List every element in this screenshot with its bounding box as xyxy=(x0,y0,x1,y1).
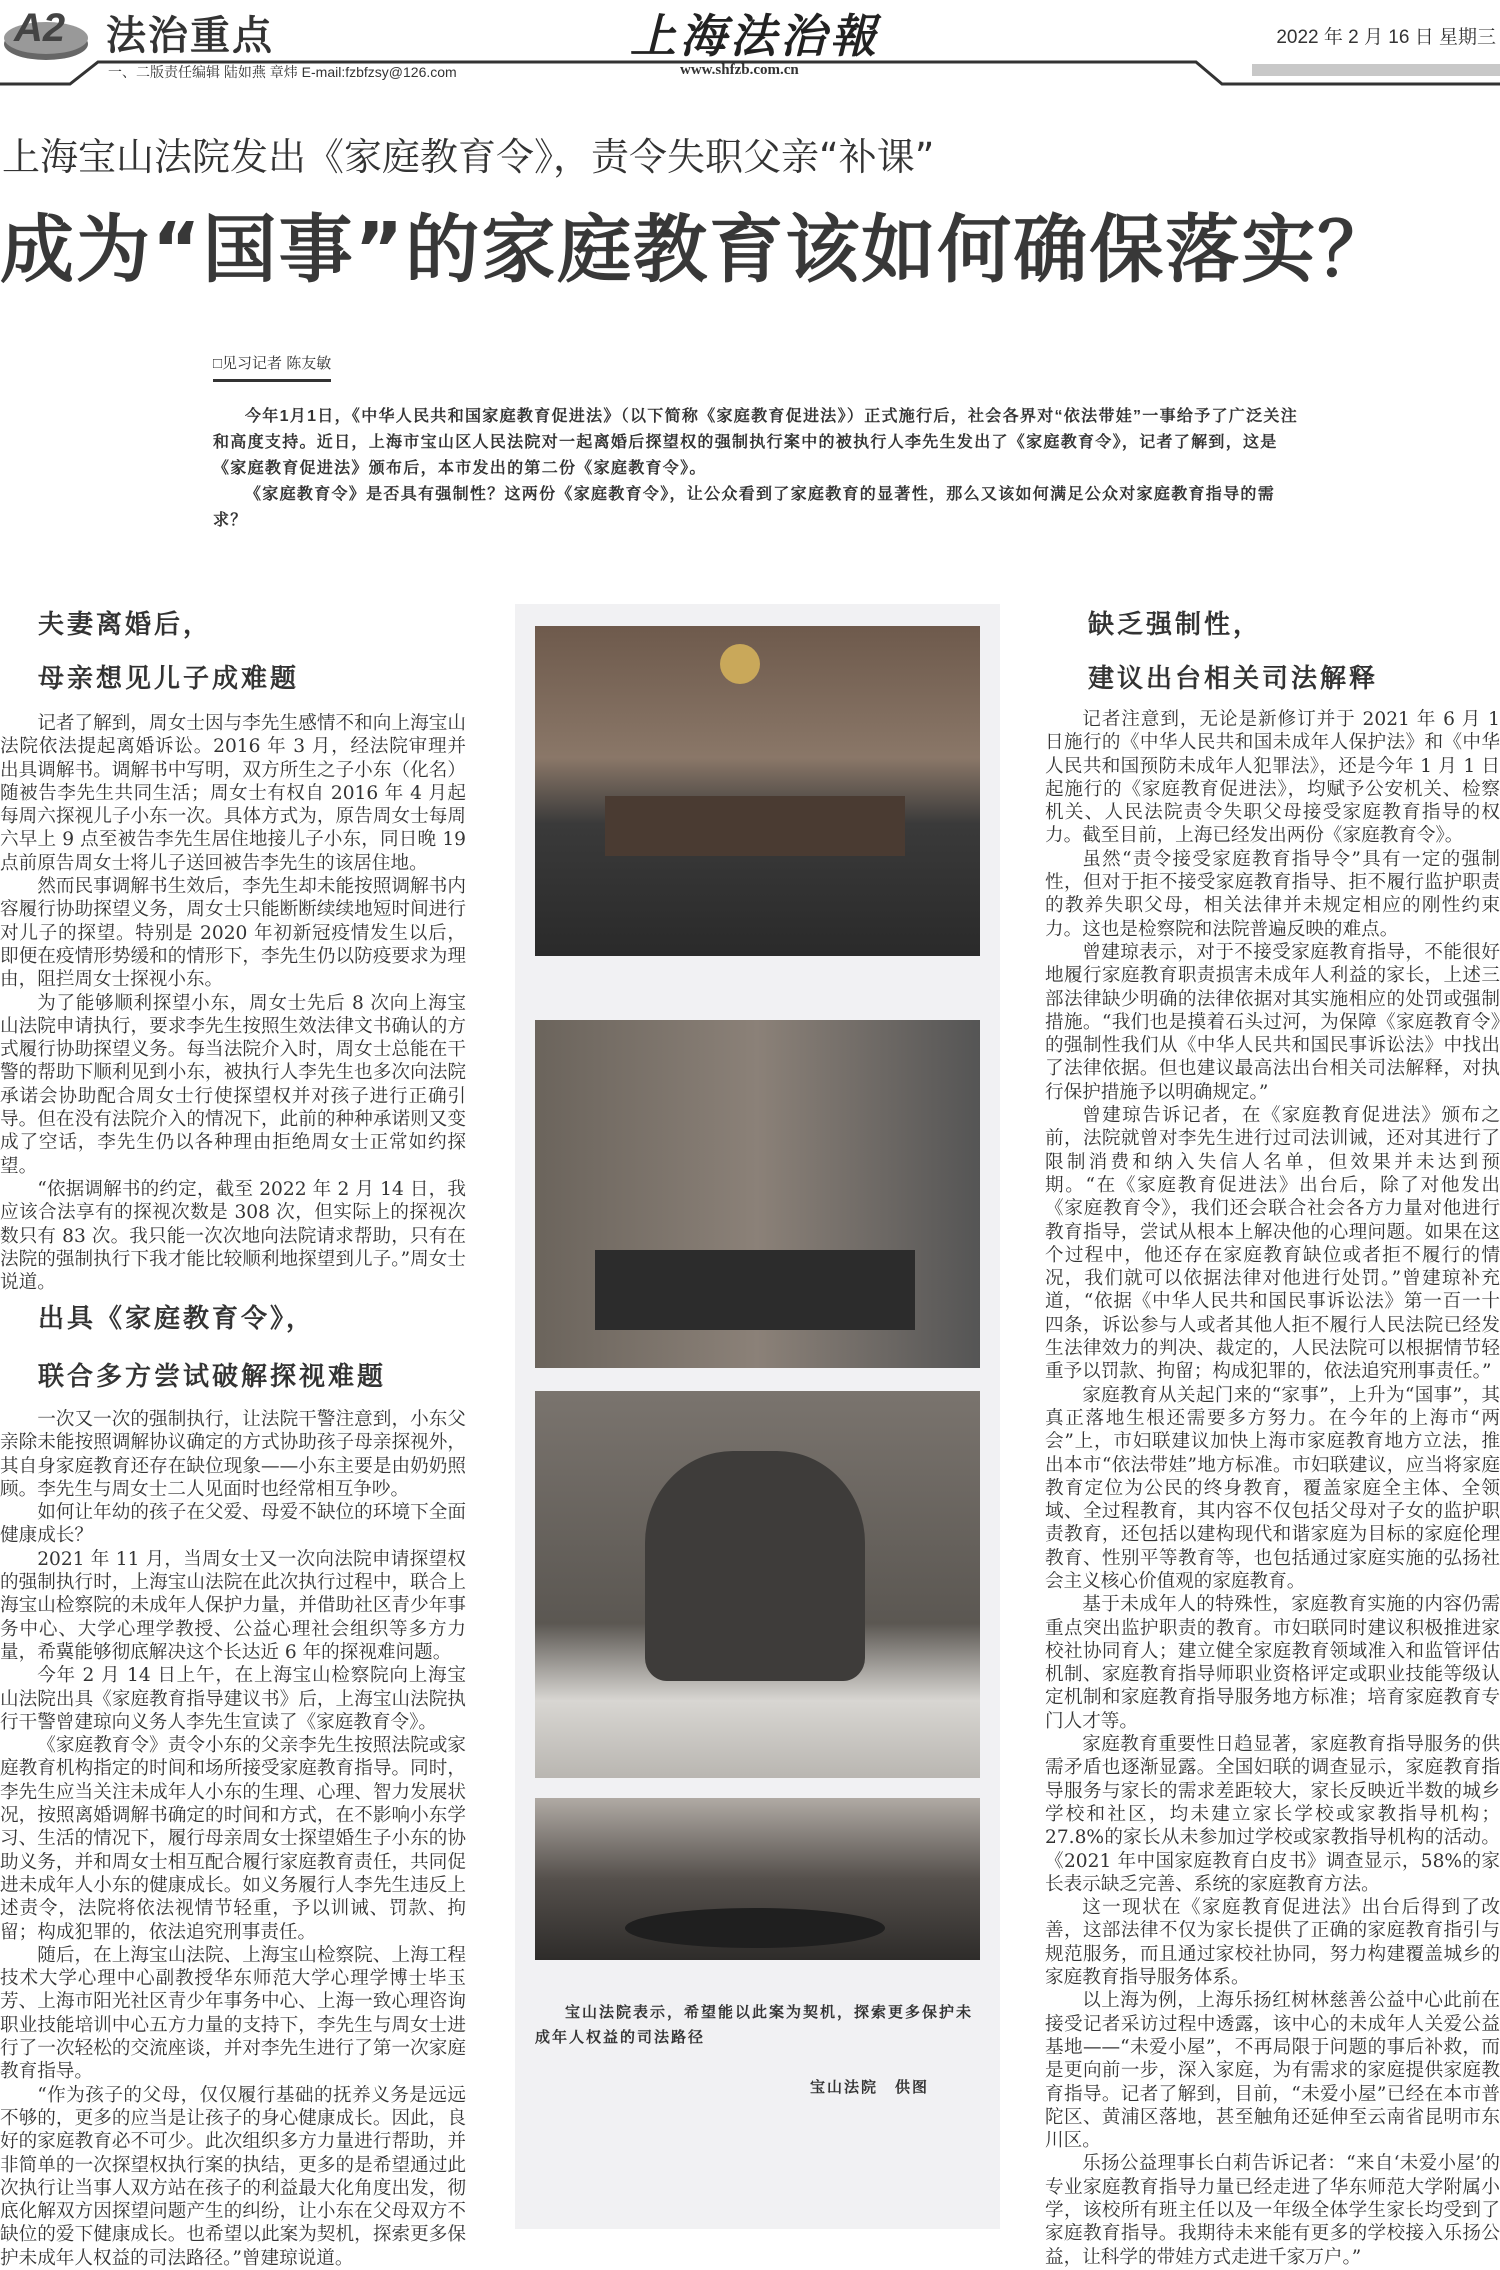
section-1-body xyxy=(0,712,466,1294)
section-name: 法治重点 xyxy=(106,13,274,59)
section-heading-line: 缺乏强制性， xyxy=(1088,610,1263,640)
body-paragraph: 2021 年 11 月，当周女士又一次向法院申请探望权的强制执行时，上海宝山法院在此次执行过程中，联合上海宝山检察院的未成年人保护力量，并借助社区青少年事务中心、大学心理学教授、公益心理社会组织等多方力量，希冀能够彻底解决这个长达近 6 年的探视难问题。 xyxy=(0,1548,466,1663)
photo-credit: 宝山法院 供图 xyxy=(810,2079,930,2096)
signing-photo xyxy=(535,1391,980,1778)
body-paragraph: 以上海为例，上海乐扬红树林慈善公益中心此前在接受记者采访过程中透露，该中心的未成年人关爱公益基地——“未爱小屋”，不再局限于问题的事后补救，而是更向前一步，深入家庭，为有需求的家庭提供家庭教育指导。记者了解到，目前，“未爱小屋”已经在本市普陀区、黄浦区落地，甚至触角还延伸至云南省昆明市东川区。 xyxy=(1045,1990,1500,2152)
page-badge: A2 xyxy=(14,6,66,50)
reading-order-photo xyxy=(535,1020,980,1368)
body-paragraph: 为了能够顺利探望小东，周女士先后 8 次向上海宝山法院申请执行，要求李先生按照生效法律文书确认的方式履行协助探望义务。每当法院介入时，周女士总能在干警的帮助下顺利见到小东，被执行人李先生也多次向法院承诺会协助配合周女士行使探望权并对孩子进行正确引导。但在没有法院介入的情况下，此前的种种承诺则又变成了空话，李先生仍以各种理由拒绝周女士正常如约探望。 xyxy=(0,992,466,1177)
body-paragraph: 这一现状在《家庭教育促进法》出台后得到了改善，这部法律不仅为家长提供了正确的家庭教育指引与规范服务，而且通过家校社协同，努力构建覆盖城乡的家庭教育指导服务体系。 xyxy=(1045,1897,1500,1989)
body-paragraph: 今年 2 月 14 日上午，在上海宝山检察院向上海宝山法院出具《家庭教育指导建议书》后，上海宝山法院执行干警曾建琼向义务人李先生宣读了《家庭教育令》。 xyxy=(0,1665,466,1733)
court-emblem-icon xyxy=(720,644,760,684)
body-paragraph: 然而民事调解书生效后，李先生却未能按照调解书内容履行协助探望义务，周女士只能断断续续地短时间进行对儿子的探望。特别是 2020 年初新冠疫情发生以后，即便在疫情形势缓和的情形下，李先生仍以防疫要求为理由，阻拦周女士探视小东。 xyxy=(0,876,466,991)
website-url: www.shfzb.com.cn xyxy=(680,62,799,78)
body-paragraph: 曾建琼告诉记者，在《家庭教育促进法》颁布之前，法院就曾对李先生进行过司法训诫，还对其进行了限制消费和纳入失信人名单，但效果并未达到预期。“在《家庭教育促进法》出台后，除了对他发出《家庭教育令》，我们还会联合社会各方力量对他进行教育指导，尝试从根本上解决他的心理问题。如果在这个过程中，他还存在家庭教育缺位或者拒不履行的情况，我们就可以依据法律对他进行处罚。”曾建琼补充道，“依据《中华人民共和国民事诉讼法》第一百一十四条，诉讼参与人或者其他人拒不履行人民法院已经发生法律效力的判决、裁定的，人民法院可以根据情节轻重予以罚款、拘留；构成犯罪的，依法追究刑事责任。” xyxy=(1045,1105,1500,1383)
body-paragraph: 乐扬公益理事长白莉告诉记者：“来自‘未爱小屋’的专业家庭教育指导力量已经走进了华东师范大学附属小学，该校所有班主任以及一年级全体学生家长均受到了家庭教育指导。我期待未来能有更多的学校接入乐扬公益，让科学的带娃方式走进千家万户。” xyxy=(1045,2153,1500,2268)
body-paragraph: 随后，在上海宝山法院、上海宝山检察院、上海工程技术大学心理中心副教授华东师范大学心理学博士毕玉芳、上海市阳光社区青少年事务中心、上海一致心理咨询职业技能培训中心五方力量的支持下，李先生与周女士进行了一次轻松的交流座谈，并对李先生进行了第一次家庭教育指导。 xyxy=(0,1944,466,2083)
section-heading-line: 联合多方尝试破解探视难题 xyxy=(38,1362,387,1392)
article-title: 成为“国事”的家庭教育该如何确保落实？ xyxy=(0,207,1394,293)
courtroom-photo xyxy=(535,626,980,956)
byline: □见习记者 陈友敏 xyxy=(213,352,331,382)
body-paragraph: 如何让年幼的孩子在父爱、母爱不缺位的环境下全面健康成长？ xyxy=(0,1502,466,1547)
judge-bench xyxy=(605,796,905,856)
section-heading-line: 母亲想见儿子成难题 xyxy=(38,664,300,694)
body-paragraph: 虽然“责令接受家庭教育指导令”具有一定的强制性，但对于拒不接受家庭教育指导、拒不履行监护职责的教养失职父母，相关法律并未规定相应的刚性约束力。这也是检察院和法院普遍反映的难点。 xyxy=(1045,848,1500,940)
newspaper-logo: 上海法治報 xyxy=(630,9,880,63)
body-paragraph: 家庭教育从关起门来的“家事”，上升为“国事”，其真正落地生根还需要多方努力。在今年的上海市“两会”上，市妇联建议加快上海市家庭教育地方立法，推出本市“依法带娃”地方标准。市妇联建议，应当将家庭教育定位为公民的终身教育，覆盖家庭全主体、全领域、全过程教育，其内容不仅包括父母对子女的监护职责教育，还包括以建构现代和谐家庭为目标的家庭伦理教育、性别平等教育等，也包括通过家庭实施的弘扬社会主义核心价值观的家庭教育。 xyxy=(1045,1384,1500,1592)
section-heading-line: 夫妻离婚后， xyxy=(38,610,213,640)
article-subtitle: 上海宝山法院发出《家庭教育令》，责令失职父亲“补课” xyxy=(2,135,935,179)
meeting-photo xyxy=(535,1798,980,1960)
section-heading-line: 建议出台相关司法解释 xyxy=(1088,664,1379,694)
body-paragraph: 记者注意到，无论是新修订并于 2021 年 6 月 1 日施行的《中华人民共和国未成年人保护法》和《中华人民共和国预防未成年人犯罪法》，还是今年 1 月 1 日起施行的《家庭教育促进法》，均赋予公安机关、检察机关、人民法院责令失职父母接受家庭教育指导的权力。截至目前，上海已经发出两份《家庭教育令》。 xyxy=(1045,709,1500,847)
body-paragraph: 曾建琼表示，对于不接受家庭教育指导，不能很好地履行家庭教育职责损害未成年人利益的家长，上述三部法律缺少明确的法律依据对其实施相应的处罚或强制措施。“我们也是摸着石头过河，为保障《家庭教育令》的强制性我们从《中华人民共和国民事诉讼法》中找出了法律依据。但也建议最高法出台相关司法解释，对执行保护措施予以明确规定。” xyxy=(1045,941,1500,1103)
body-paragraph: 家庭教育重要性日趋显著，家庭教育指导服务的供需矛盾也逐渐显露。全国妇联的调查显示，家庭教育指导服务与家长的需求差距较大，家长反映近半数的城乡学校和社区，均未建立家长学校或家教指导机构；27.8%的家长从未参加过学校或家教指导机构的活动。《2021 年中国家庭教育白皮书》调查显示，58%的家长表示缺乏完善、系统的家庭教育方法。 xyxy=(1045,1734,1500,1895)
editors-line: 一、二版责任编辑 陆如燕 章炜 E-mail:fzbfzsy@126.com xyxy=(108,64,457,80)
body-paragraph: 一次又一次的强制执行，让法院干警注意到，小东父亲除未能按照调解协议确定的方式协助孩子母亲探视外，其自身家庭教育还存在缺位现象——小东主要是由奶奶照顾。李先生与周女士二人见面时也经常相互争吵。 xyxy=(0,1409,466,1500)
body-paragraph: 基于未成年人的特殊性，家庭教育实施的内容仍需重点突出监护职责的教育。市妇联同时建议积极推进家校社协同育人；建立健全家庭教育领域准入和监管评估机制、家庭教育指导师职业资格评定或职业技能等级认定机制和家庭教育指导服务地方标准；培育家庭教育专门人才等。 xyxy=(1045,1594,1500,1732)
photo-caption: 宝山法院表示，希望能以此案为契机，探索更多保护未成年人权益的司法路径 xyxy=(535,2004,974,2046)
body-paragraph: 《家庭教育令》责令小东的父亲李先生按照法院或家庭教育机构指定的时间和场所接受家庭教育指导。同时，李先生应当关注未成年人小东的生理、心理、智力发展状况，按照离婚调解书确定的时间和方式，在不影响小东学习、生活的情况下，履行母亲周女士探望婚生子小东的协助义务，并和周女士相互配合履行家庭教育责任，共同促进未成年人小东的健康成长。如义务履行人李先生违反上述责令，法院将依法视情节轻重，予以训诫、罚款、拘留；构成犯罪的，依法追究刑事责任。 xyxy=(0,1735,466,1943)
header-decor-bar xyxy=(1252,64,1500,76)
issue-date: 2022 年 2 月 16 日 星期三 xyxy=(1276,27,1496,48)
table xyxy=(595,1250,915,1330)
body-paragraph: “作为孩子的父母，仅仅履行基础的抚养义务是远远不够的，更多的应当是让孩子的身心健康成长。因此，良好的家庭教育必不可少。此次组织多方力量进行帮助，并非简单的一次探望权执行案的执结，更多的是希望通过此次执行让当事人双方站在孩子的利益最大化角度出发，彻底化解双方因探望问题产生的纠纷，让小东在父母双方不缺位的爱下健康成长。也希望以此案为契机，探索更多保护未成年人权益的司法路径。”曾建琼说道。 xyxy=(0,2084,466,2269)
intro-paragraph: 今年1月1日，《中华人民共和国家庭教育促进法》（以下简称《家庭教育促进法》）正式施行后，社会各界对“依法带娃”一事给予了广泛关注和高度支持。近日，上海市宝山区人民法院对一起离婚后探望权的强制执行案中的被执行人李先生发出了《家庭教育令》，记者了解到，这是《家庭教育促进法》颁布后，本市发出的第二份《家庭教育令》。 xyxy=(213,408,1298,477)
intro-paragraph: 《家庭教育令》是否具有强制性？这两份《家庭教育令》，让公众看到了家庭教育的显著性，那么又该如何满足公众对家庭教育指导的需求？ xyxy=(213,486,1276,529)
body-paragraph: 记者了解到，周女士因与李先生感情不和向上海宝山法院依法提起离婚诉讼。2016 年 3 月，经法院审理并出具调解书。调解书中写明，双方所生之子小东（化名）随被告李先生共同生活；周女士有权自 2016 年 4 月起每周六探视儿子小东一次。具体方式为，原告周女士每周六早上 9 点至被告李先生居住地接儿子小东，同日晚 19 点前原告周女士将儿子送回被告李先生的该居住地。 xyxy=(0,713,466,874)
section-3-body xyxy=(1045,708,1500,2269)
section-2-body xyxy=(0,1408,466,2270)
body-paragraph: “依据调解书的约定，截至 2022 年 2 月 14 日，我应该合法享有的探视次数是 308 次，但实际上的探视次数只有 83 次。我只能一次次地向法院请求帮助，只有在法院的强制执行下我才能比较顺利地探望到儿子。”周女士说道。 xyxy=(0,1178,466,1294)
section-heading-line: 出具《家庭教育令》， xyxy=(38,1304,316,1334)
round-table xyxy=(625,1908,885,1948)
person-figure xyxy=(645,1451,865,1681)
article-intro xyxy=(213,404,1303,534)
